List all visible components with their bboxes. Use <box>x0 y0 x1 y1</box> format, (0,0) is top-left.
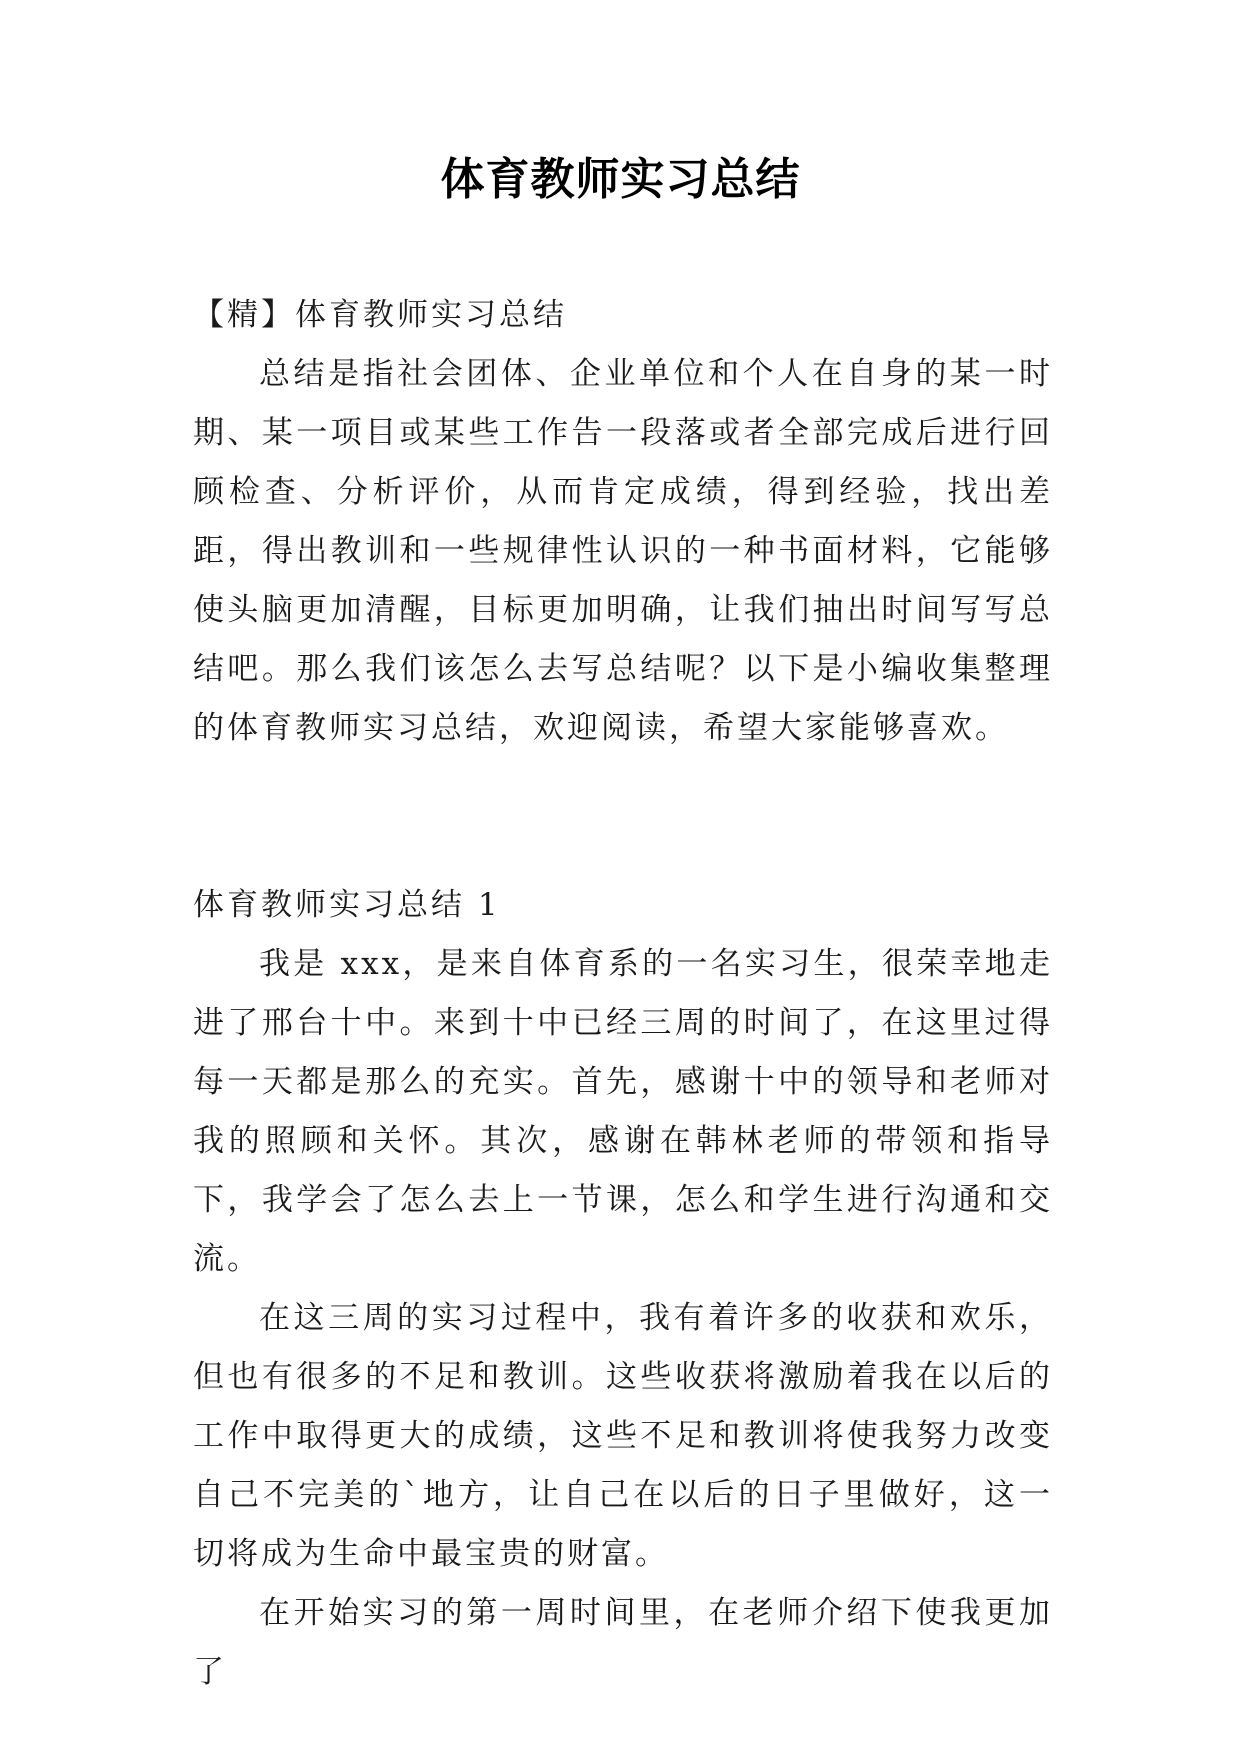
intro-heading: 【精】体育教师实习总结 <box>193 297 567 333</box>
section-spacer <box>193 758 1053 876</box>
body-paragraph: 在开始实习的第一周时间里，在老师介绍下使我更加了 <box>193 1595 1053 1690</box>
document-title: 体育教师实习总结 <box>440 154 801 205</box>
section-heading: 体育教师实习总结 1 <box>193 887 501 923</box>
document-body <box>193 286 1053 1702</box>
body-paragraph: 在这三周的实习过程中，我有着许多的收获和欢乐，但也有很多的不足和教训。这些收获将激励着我在以后的工作中取得更大的成绩，这些不足和教训将使我努力改变自己不完美的`地方，让自己在以后的日子里做好，这一切将成为生命中最宝贵的财富。 <box>193 1300 1053 1572</box>
body-paragraph: 我是 xxx，是来自体育系的一名实习生，很荣幸地走进了邢台十中。来到十中已经三周的时间了，在这里过得每一天都是那么的充实。首先，感谢十中的领导和老师对我的照顾和关怀。其次，感谢在韩林老师的带领和指导下，我学会了怎么去上一节课，怎么和学生进行沟通和交流。 <box>193 946 1053 1277</box>
intro-paragraph: 总结是指社会团体、企业单位和个人在自身的某一时期、某一项目或某些工作告一段落或者全部完成后进行回顾检查、分析评价，从而肯定成绩，得到经验，找出差距，得出教训和一些规律性认识的一种书面材料，它能够使头脑更加清醒，目标更加明确，让我们抽出时间写写总结吧。那么我们该怎么去写总结呢？以下是小编收集整理的体育教师实习总结，欢迎阅读，希望大家能够喜欢。 <box>193 356 1053 746</box>
